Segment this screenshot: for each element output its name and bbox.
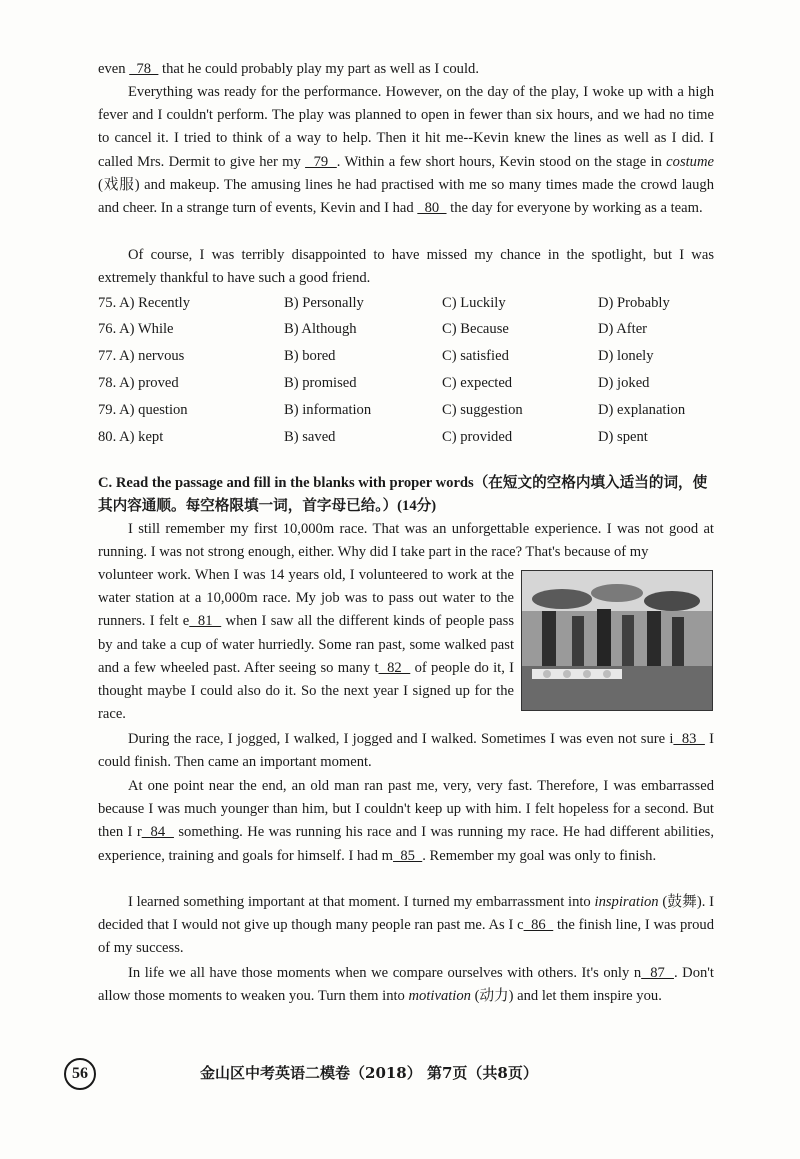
option-d[interactable]: D) joked	[598, 375, 650, 391]
blank-81: 81	[189, 613, 222, 630]
option-a-text: A) nervous	[119, 348, 185, 364]
option-a[interactable]	[98, 348, 184, 365]
text-run: the day for everyone by working as a team.	[446, 200, 703, 217]
option-b[interactable]: B) information	[284, 402, 372, 418]
option-a-text: A) kept	[119, 429, 164, 445]
italic-word: motivation	[408, 988, 471, 1005]
option-d[interactable]: D) explanation	[598, 402, 686, 418]
option-c[interactable]: C) Luckily	[442, 295, 506, 311]
option-a-text: A) While	[119, 321, 174, 337]
option-c[interactable]: C) Because	[442, 321, 509, 337]
italic-word: costume	[666, 153, 714, 170]
page-number-circle: 56	[64, 1058, 96, 1090]
text-run: something. He was running his race and I was running my race. He had different abilities, experience, training and goals for himself. I had m	[98, 824, 715, 864]
text-run: (戏服) and makeup. The amusing lines he had practised with me so many times made the crowd laugh and cheer. In a strange turn of events, Kevin and I had	[98, 176, 714, 217]
section-c-paragraph-1	[98, 518, 714, 564]
option-c[interactable]: C) suggestion	[442, 402, 523, 418]
section-c-paragraph-2	[98, 728, 714, 774]
option-a-text: A) Recently	[119, 295, 191, 311]
question-number: 80.	[98, 429, 117, 445]
blank-87: 87	[641, 965, 674, 981]
race-water-station-photo	[521, 570, 713, 711]
question-77-options	[98, 348, 718, 370]
text-run: I learned something important at that moment. I turned my embarrassment into	[128, 894, 595, 910]
option-a[interactable]	[98, 321, 174, 338]
option-d[interactable]: D) Probably	[598, 295, 670, 311]
question-number: 78.	[98, 375, 117, 391]
blank-86: 86	[523, 917, 554, 934]
text-run: the finish line, I was proud of my success.	[98, 917, 714, 957]
text-run: (动力) and let them inspire you.	[470, 988, 662, 1005]
option-b[interactable]: B) promised	[284, 375, 357, 391]
section-c-paragraph-4	[98, 891, 714, 961]
blank-80: 80	[417, 200, 447, 217]
option-b[interactable]: B) saved	[284, 429, 336, 445]
blank-84: 84	[141, 824, 174, 841]
section-c-paragraph-3	[98, 775, 714, 868]
option-b[interactable]: B) bored	[284, 348, 336, 364]
blank-82: 82	[378, 659, 411, 676]
option-c[interactable]: C) expected	[442, 375, 513, 391]
blank-78: 78	[129, 61, 159, 77]
question-75-options	[98, 295, 718, 317]
option-a-text: A) proved	[119, 375, 179, 391]
section-c-heading: C. Read the passage and fill in the blanks with proper words（在短文的空格内填入适当的词，使其内容通顺。每空格限填一词，首字母已给。）(14分)	[98, 475, 708, 514]
blank-79: 79	[305, 153, 337, 170]
text-run: Everything was ready for the performance. However, on the day of the play, I woke up with a high fever and I couldn't perform. The play was planned to open in fewer than six hours, and we had no time to cancel it. I tried to think of a way to help. Then it hit me--Kevin knew the lines as well as I did. I called Mrs. Dermit to give her my	[98, 84, 714, 170]
option-b[interactable]: B) Personally	[284, 295, 364, 311]
question-number: 75.	[98, 295, 117, 311]
text-run: . Remember my goal was only to finish.	[422, 847, 657, 864]
question-76-options	[98, 321, 718, 343]
option-a[interactable]	[98, 402, 188, 419]
question-78-options	[98, 375, 718, 397]
text-run: . Within a few short hours, Kevin stood on the stage in	[336, 153, 667, 170]
text-run: even	[98, 61, 130, 77]
blank-85: 85	[393, 847, 423, 864]
text-run: that he could probably play my part as well as I could.	[158, 61, 479, 77]
text-run: I could finish. Then came an important moment.	[98, 731, 714, 771]
section-c-paragraph-5	[98, 962, 714, 1008]
option-d[interactable]: D) After	[598, 321, 648, 337]
blank-83: 83	[673, 731, 705, 747]
passage-b-paragraph-1	[98, 58, 714, 81]
text-run: . Don't allow those moments to weaken you. Turn them into	[98, 965, 714, 1005]
text-run: when I saw all the different kinds of people pass by and take a cup of water hurriedly. Some ran past, some walked past and a few wheeled past. After seeing so many t	[98, 613, 514, 676]
question-number: 79.	[98, 402, 117, 418]
option-b[interactable]: B) Although	[284, 321, 357, 337]
text-run: I still remember my first 10,000m race. That was an unforgettable experience. I was not good at running. I was not strong enough, either. Why did I take part in the race? That's because of my	[98, 521, 714, 561]
passage-b-paragraph-2	[98, 81, 714, 220]
text-run: volunteer work. When I was 14 years old, I volunteered to work at the water station at a 10,000m race. My job was to pass out water to the runners. I felt e	[98, 567, 514, 630]
photo-illustration	[522, 571, 712, 710]
text-run: At one point near the end, an old man ran past me, very, very fast. Therefore, I was embarrassed because I was much younger than him, but I couldn't keep up with him. I felt hopeless for a second. But then I r	[98, 778, 714, 841]
option-c[interactable]: C) provided	[442, 429, 513, 445]
question-number: 77.	[98, 348, 117, 364]
text-run: In life we all have those moments when we compare ourselves with others. It's only n	[128, 965, 642, 981]
option-c[interactable]: C) satisfied	[442, 348, 509, 364]
option-a-text: A) question	[119, 402, 188, 418]
question-79-options	[98, 402, 718, 424]
option-d[interactable]: D) spent	[598, 429, 648, 445]
question-number: 76.	[98, 321, 117, 337]
option-d[interactable]: D) lonely	[598, 348, 654, 364]
option-a[interactable]	[98, 375, 179, 392]
text-run: During the race, I jogged, I walked, I jogged and I walked. Sometimes I was even not sure i	[128, 731, 674, 747]
option-a[interactable]	[98, 295, 190, 312]
text-run: (鼓舞). I decided that I would not give up though many people ran past me. As I c	[98, 894, 715, 934]
italic-word: inspiration	[594, 894, 659, 910]
text-run: of people do it, I thought maybe I could also do it. So the next year I signed up for the race.	[98, 659, 514, 723]
option-a[interactable]	[98, 429, 163, 446]
page-footer: 金山区中考英语二模卷（2018） 第7页（共8页）	[200, 1064, 538, 1082]
passage-b-paragraph-3: Of course, I was terribly disappointed to have missed my chance in the spotlight, but I was extremely thankful to have such a good friend.	[98, 247, 714, 287]
question-80-options	[98, 429, 718, 451]
